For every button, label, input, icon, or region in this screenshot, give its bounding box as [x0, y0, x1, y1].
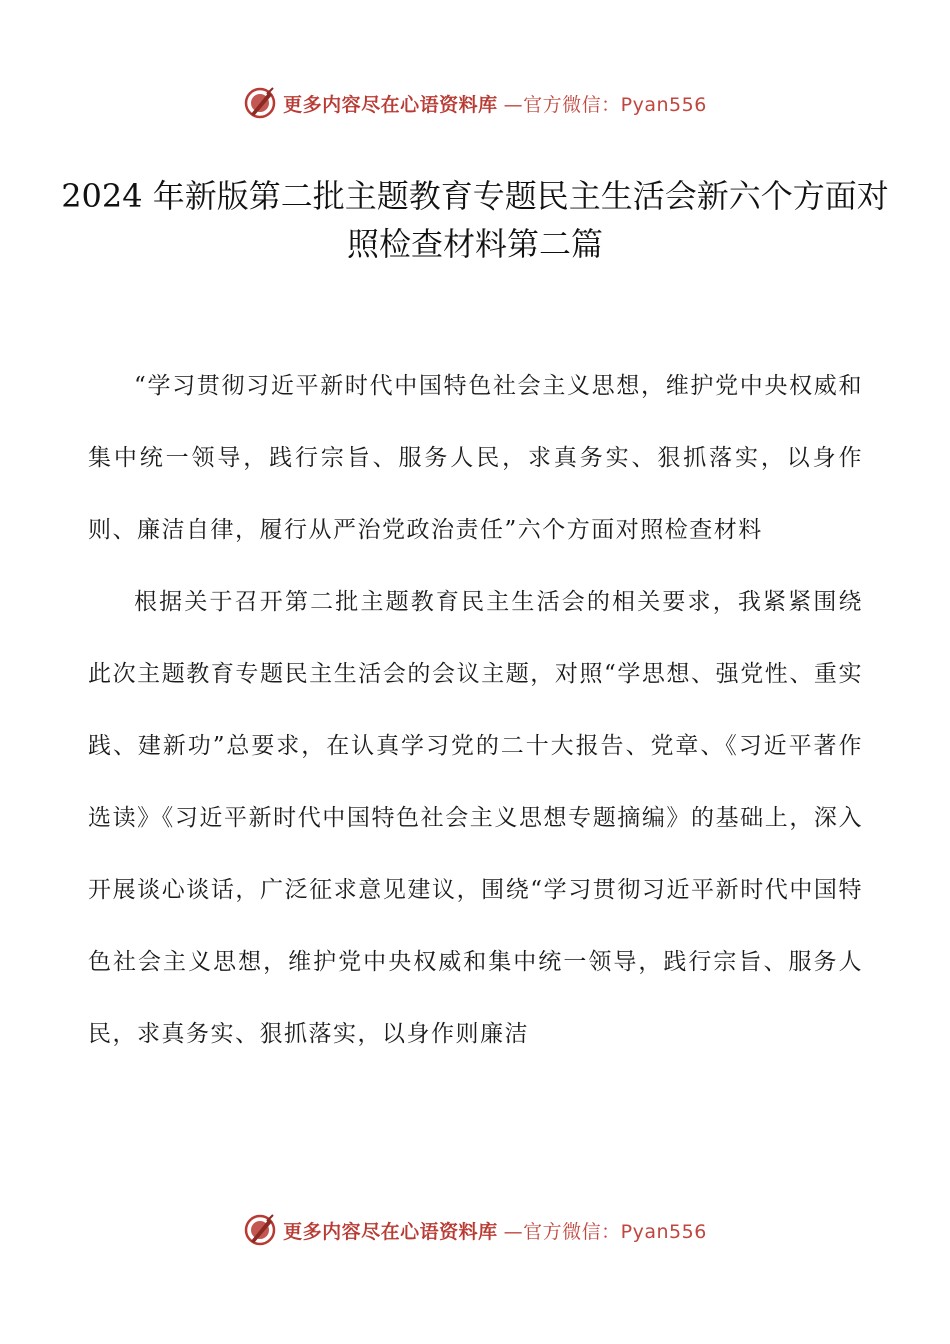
paragraph: “学习贯彻习近平新时代中国特色社会主义思想，维护党中央权威和集中统一领导，践行宗旨、服务人民，求真务实、狠抓落实，以身作则、廉洁自律，履行从严治党政治责任”六个方面对照检查材料	[88, 373, 863, 543]
document-body	[88, 350, 863, 1070]
paragraph: 根据关于召开第二批主题教育民主生活会的相关要求，我紧紧围绕此次主题教育专题民主生活会的会议主题，对照“学思想、强党性、重实践、建新功”总要求，在认真学习党的二十大报告、党章、《习近平著作选读》《习近平新时代中国特色社会主义思想专题摘编》的基础上，深入开展谈心谈话，广泛征求意见建议，围绕“学习贯彻习近平新时代中国特色社会主义思想，维护党中央权威和集中统一领导，践行宗旨、服务人民，求真务实、狠抓落实，以身作则廉洁	[88, 589, 863, 1047]
quill-seal-icon	[243, 86, 277, 120]
footer-banner	[0, 1210, 950, 1250]
document-title: 2024 年新版第二批主题教育专题民主生活会新六个方面对照检查材料第二篇	[61, 177, 889, 263]
contact-text: —官方微信：Pyan556	[503, 93, 707, 116]
quill-seal-icon	[243, 1213, 277, 1247]
brand-text: 更多内容尽在心语资料库	[283, 93, 498, 116]
brand-text: 更多内容尽在心语资料库	[283, 1220, 498, 1243]
header-banner	[0, 83, 950, 123]
contact-text: —官方微信：Pyan556	[503, 1220, 707, 1243]
